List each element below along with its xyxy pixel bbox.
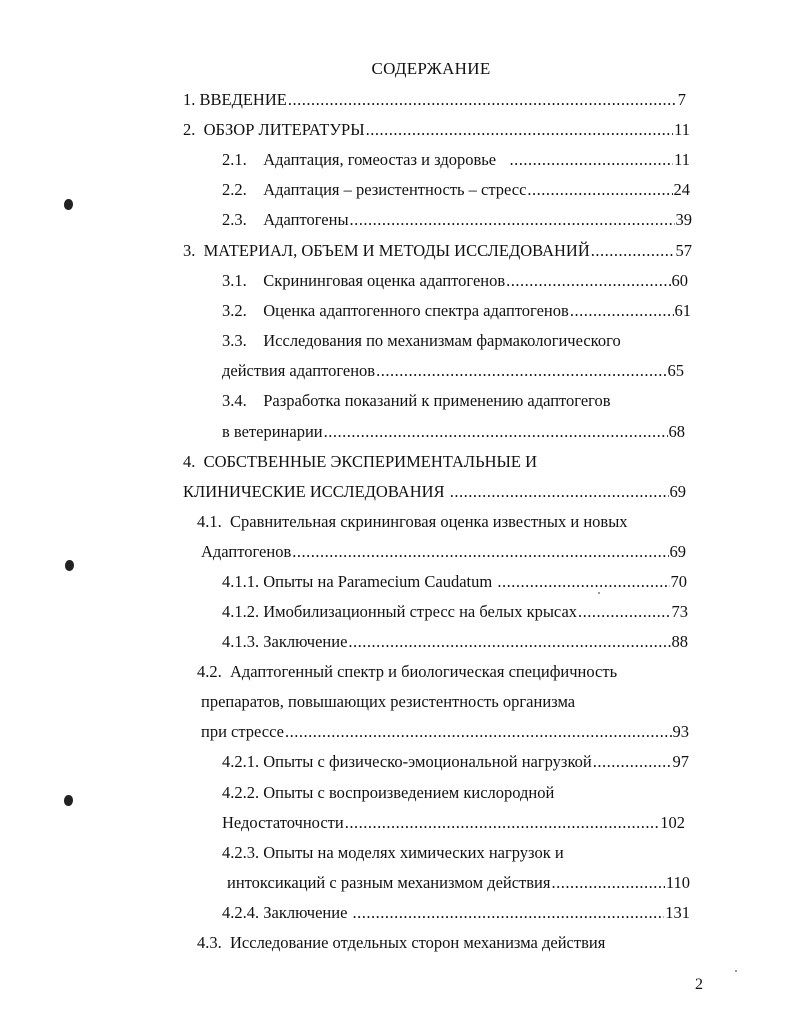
- toc-entry-4-cont: [183, 481, 686, 503]
- toc-entry-page: 61: [674, 301, 691, 320]
- toc-entry-number: 3.: [183, 241, 204, 260]
- toc-entry-number: 4.2.: [197, 662, 230, 681]
- toc-entry-title: Имобилизационный стресс на белых крысах: [263, 602, 578, 621]
- page-number: 2: [695, 976, 703, 993]
- toc-entry-page: 73: [671, 602, 688, 621]
- toc-entry-title: КЛИНИЧЕСКИЕ ИССЛЕДОВАНИЯ: [183, 482, 449, 501]
- toc-entry-page: 24: [673, 180, 690, 199]
- punch-hole-mark: [64, 795, 73, 806]
- toc-entry-1: [183, 89, 686, 111]
- toc-entry-title: Исследование отдельных сторон механизма действия: [230, 933, 606, 952]
- leader-dots: [366, 119, 673, 141]
- toc-entry-number: 4.3.: [197, 933, 230, 952]
- toc-entry-title: Недостаточности: [222, 813, 344, 832]
- toc-entry-number: 4.2.4.: [222, 903, 264, 922]
- toc-entry-title: Сравнительная скрининговая оценка известных и новых: [230, 512, 628, 531]
- leader-dots: [591, 240, 675, 262]
- toc-entry-title: Адаптация – резистентность – стресс: [263, 180, 527, 199]
- leader-dots: [324, 421, 668, 443]
- toc-entry-number: 4.: [183, 452, 204, 471]
- toc-entry-title: Скрининговая оценка адаптогенов: [263, 271, 506, 290]
- toc-entry-4-1-2: [222, 601, 688, 623]
- toc-entry-number: 3.1.: [222, 271, 264, 290]
- toc-entry-number: 4.1.3.: [222, 632, 264, 651]
- toc-entry-3-3-cont: [222, 360, 684, 382]
- toc-entry-number: 4.2.2.: [222, 783, 264, 802]
- toc-entry-number: 1.: [183, 90, 200, 109]
- toc-entry-title: Адаптация, гомеостаз и здоровье: [263, 150, 509, 169]
- leader-dots: [527, 179, 672, 201]
- toc-entry-4-2-3-cont: [227, 872, 690, 894]
- toc-entry-title: Адаптогенный спектр и биологическая специфичность: [230, 662, 618, 681]
- leader-dots: [510, 149, 674, 171]
- toc-entry-4-2-4: [222, 902, 690, 924]
- toc-entry-title: Опыты с воспроизведением кислородной: [263, 783, 555, 802]
- toc-entry-page: 131: [665, 903, 690, 922]
- toc-entry-4-1-1: [222, 571, 687, 593]
- punch-hole-mark: [65, 560, 74, 571]
- leader-dots: [288, 89, 677, 111]
- toc-entry-2-2: [222, 179, 690, 201]
- toc-entry-number: 4.1.: [197, 512, 230, 531]
- toc-entry-title: при стрессе: [201, 722, 284, 741]
- toc-entry-page: 97: [672, 752, 689, 771]
- toc-entry-title: Разработка показаний к применению адаптогегов: [263, 391, 611, 410]
- leader-dots: [350, 209, 675, 231]
- toc-entry-page: 93: [672, 722, 689, 741]
- toc-entry-title: Заключение: [263, 632, 348, 651]
- toc-entry-page: 39: [675, 210, 692, 229]
- toc-entry-page: 69: [669, 482, 686, 501]
- leader-dots: [285, 721, 672, 743]
- scan-speck: [735, 970, 737, 972]
- toc-entry-title: препаратов, повышающих резистентность организма: [201, 692, 576, 711]
- leader-dots: [353, 902, 665, 924]
- toc-entry-page: 68: [668, 422, 685, 441]
- leader-dots: [506, 270, 670, 292]
- toc-entry-3-4-cont: [222, 421, 685, 443]
- leader-dots: [450, 481, 669, 503]
- toc-entry-title: Адаптогены: [263, 210, 349, 229]
- toc-entry-page: 11: [674, 150, 690, 169]
- toc-entry-4-2-3: [222, 842, 602, 864]
- toc-entry-3-3: [222, 330, 672, 352]
- toc-entry-2-3: [222, 209, 692, 231]
- toc-entry-title: МАТЕРИАЛ, ОБЪЕМ И МЕТОДЫ ИССЛЕДОВАНИЙ: [203, 241, 590, 260]
- toc-entry-page: 88: [671, 632, 688, 651]
- page-title: СОДЕРЖАНИЕ: [371, 59, 491, 78]
- leader-dots: [593, 751, 672, 773]
- toc-entry-title: СОБСТВЕННЫЕ ЭКСПЕРИМЕНТАЛЬНЫЕ И: [203, 452, 538, 471]
- toc-entry-3-2: [222, 300, 691, 322]
- toc-entry-4-2-2-cont: [222, 812, 685, 834]
- leader-dots: [376, 360, 666, 382]
- toc-entry-page: 69: [669, 542, 686, 561]
- leader-dots: [570, 300, 674, 322]
- leader-dots: [578, 601, 670, 623]
- toc-entry-title: Адаптогенов: [201, 542, 292, 561]
- toc-entry-number: 2.: [183, 120, 204, 139]
- toc-entry-page: 102: [660, 813, 685, 832]
- toc-entry-4-1-cont: [201, 541, 686, 563]
- toc-entry-page: 7: [677, 90, 686, 109]
- toc-entry-2: [183, 119, 690, 141]
- toc-entry-title: Исследования по механизмам фармакологического: [263, 331, 621, 350]
- leader-dots: [551, 872, 664, 894]
- toc-entry-3-1: [222, 270, 688, 292]
- toc-entry-3-4: [222, 390, 672, 412]
- toc-entry-3: [183, 240, 692, 262]
- toc-entry-page: 70: [670, 572, 687, 591]
- toc-entry-number: 2.2.: [222, 180, 264, 199]
- toc-entry-2-1: [222, 149, 690, 171]
- toc-entry-4-2-cont: [201, 691, 621, 713]
- toc-entry-4-1-3: [222, 631, 688, 653]
- toc-entry-4-1: [197, 511, 667, 533]
- toc-entry-page: 11: [674, 120, 690, 139]
- toc-entry-title: Опыты на моделях химических нагрузок и: [263, 843, 564, 862]
- toc-entry-4-2-2: [222, 782, 602, 804]
- toc-entry-number: 4.2.1.: [222, 752, 264, 771]
- toc-entry-4-2-cont-2: [201, 721, 689, 743]
- toc-entry-title: в ветеринарии: [222, 422, 323, 441]
- toc-entry-page: 65: [667, 361, 684, 380]
- toc-entry-number: 3.4.: [222, 391, 264, 410]
- toc-entry-title: интоксикаций с разным механизмом действия: [227, 873, 551, 892]
- leader-dots: [345, 812, 660, 834]
- leader-dots: [497, 571, 669, 593]
- toc-entry-4: [183, 451, 583, 473]
- scan-speck: [598, 592, 600, 594]
- toc-entry-number: 3.3.: [222, 331, 264, 350]
- toc-entry-title: Заключение: [263, 903, 352, 922]
- toc-entry-page: 110: [665, 873, 690, 892]
- toc-entry-4-2: [197, 661, 657, 683]
- toc-entry-number: 4.1.2.: [222, 602, 264, 621]
- toc-entry-title: Опыты с физическо-эмоциональной нагрузкой: [263, 752, 592, 771]
- toc-entry-4-3: [197, 932, 637, 954]
- toc-entry-title: действия адаптогенов: [222, 361, 376, 380]
- toc-entry-number: 2.3.: [222, 210, 264, 229]
- toc-entry-number: 3.2.: [222, 301, 264, 320]
- punch-hole-mark: [64, 199, 73, 210]
- leader-dots: [348, 631, 670, 653]
- toc-entry-page: 60: [671, 271, 688, 290]
- toc-entry-title: ВВЕДЕНИЕ: [199, 90, 287, 109]
- leader-dots: [292, 541, 668, 563]
- toc-entry-title: Оценка адаптогенного спектра адаптогенов: [263, 301, 569, 320]
- toc-entry-number: 2.1.: [222, 150, 264, 169]
- toc-entry-number: 4.2.3.: [222, 843, 264, 862]
- toc-entry-title: ОБЗОР ЛИТЕРАТУРЫ: [203, 120, 365, 139]
- toc-entry-page: 57: [675, 241, 692, 260]
- toc-entry-4-2-1: [222, 751, 689, 773]
- toc-entry-title: Опыты на Paramecium Caudatum: [263, 572, 497, 591]
- toc-entry-number: 4.1.1.: [222, 572, 264, 591]
